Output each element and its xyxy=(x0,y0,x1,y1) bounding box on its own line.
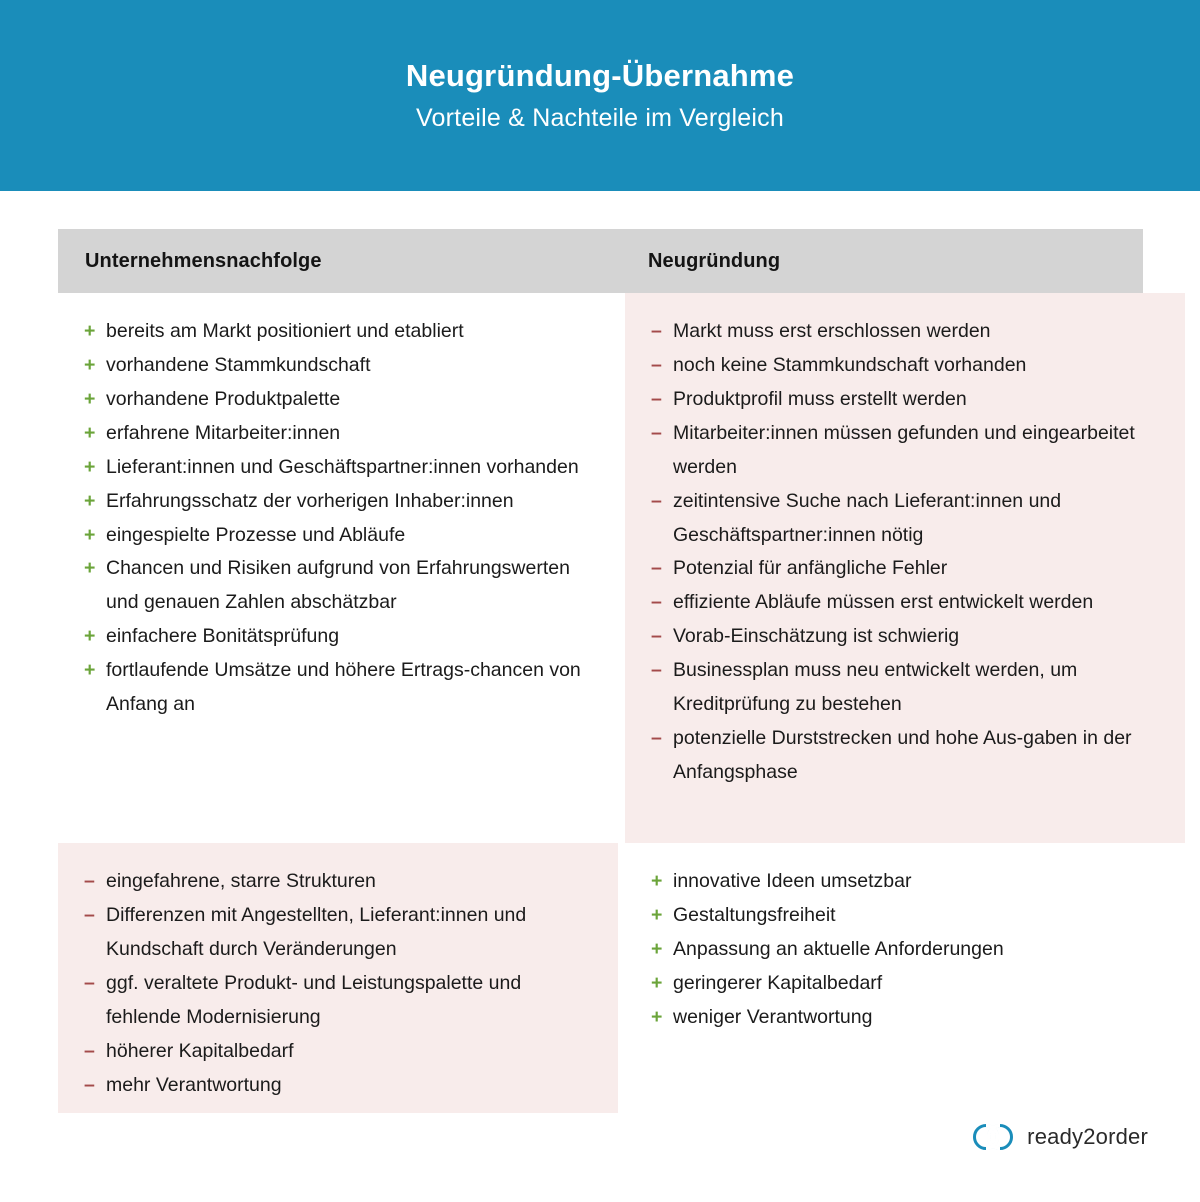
list-item-text: Erfahrungsschatz der vorherigen Inhaber:innen xyxy=(106,489,514,512)
list-item xyxy=(651,552,1159,586)
table-body xyxy=(58,293,1143,1113)
list-item xyxy=(651,967,1159,1001)
minus-icon: – xyxy=(651,591,662,614)
list-item xyxy=(84,519,592,553)
plus-icon: + xyxy=(84,625,96,648)
list-item xyxy=(651,349,1159,383)
list-item xyxy=(84,552,592,620)
list-item xyxy=(651,722,1159,790)
list-item xyxy=(84,485,592,519)
list-item xyxy=(84,899,592,967)
list-item-text: Potenzial für anfängliche Fehler xyxy=(673,557,948,580)
list-item xyxy=(651,485,1159,553)
list-item-text: Vorab-Einschätzung ist schwierig xyxy=(673,625,960,648)
list-item-text: Lieferant:innen und Geschäftspartner:innen vorhanden xyxy=(106,455,579,478)
column-unternehmensnachfolge xyxy=(58,293,618,1113)
minus-icon: – xyxy=(651,387,662,410)
minus-icon: – xyxy=(651,320,662,342)
minus-icon: – xyxy=(651,727,662,750)
minus-icon: – xyxy=(84,1039,95,1062)
list-item xyxy=(651,899,1159,933)
list-item-text: erfahrene Mitarbeiter:innen xyxy=(106,421,341,444)
list-neugruendung-vorteile xyxy=(651,865,1159,1035)
list-item-text: zeitintensive Suche nach Lieferant:innen und Geschäftspartner:innen nötig xyxy=(673,489,1062,546)
section-neugruendung-vorteile xyxy=(625,843,1185,1113)
list-item-text: Markt muss erst erschlossen werden xyxy=(673,320,991,342)
logo-text: ready2order xyxy=(1027,1124,1148,1149)
list-item xyxy=(84,451,592,485)
list-item-text: höherer Kapitalbedarf xyxy=(106,1039,294,1062)
list-item xyxy=(651,1001,1159,1035)
column-neugruendung xyxy=(625,293,1185,1113)
list-item xyxy=(651,654,1159,722)
list-item-text: Differenzen mit Angestellten, Lieferant:innen und Kundschaft durch Veränderungen xyxy=(106,903,527,960)
plus-icon: + xyxy=(84,523,96,546)
list-item xyxy=(84,620,592,654)
list-item-text: potenzielle Durststrecken und hohe Aus-gaben in der Anfangsphase xyxy=(673,727,1132,783)
list-item xyxy=(84,1069,592,1103)
list-item-text: mehr Verantwortung xyxy=(106,1073,282,1096)
list-item-text: weniger Verantwortung xyxy=(673,1005,873,1028)
list-item-text: Chancen und Risiken aufgrund von Erfahrungswerten und genauen Zahlen abschätzbar xyxy=(106,557,570,614)
list-item xyxy=(84,383,592,417)
section-nachfolge-nachteile xyxy=(58,843,618,1113)
minus-icon: – xyxy=(84,1073,95,1096)
section-neugruendung-nachteile xyxy=(625,293,1185,843)
list-item xyxy=(651,586,1159,620)
plus-icon: + xyxy=(84,320,96,342)
list-item-text: Anpassung an aktuelle Anforderungen xyxy=(673,937,1004,960)
list-item xyxy=(651,620,1159,654)
list-item xyxy=(651,417,1159,485)
plus-icon: + xyxy=(651,937,663,960)
plus-icon: + xyxy=(84,557,96,580)
hero-banner xyxy=(0,0,1200,191)
list-item-text: bereits am Markt positioniert und etabliert xyxy=(106,320,464,342)
minus-icon: – xyxy=(651,557,662,580)
list-item xyxy=(84,865,592,899)
list-item xyxy=(84,315,592,349)
minus-icon: – xyxy=(651,489,662,512)
table-header-row xyxy=(58,229,1143,293)
list-item-text: noch keine Stammkundschaft vorhanden xyxy=(673,353,1027,376)
list-item-text: vorhandene Stammkundschaft xyxy=(106,353,371,376)
list-item xyxy=(84,654,592,722)
column-header-unternehmensnachfolge: Unternehmensnachfolge xyxy=(85,249,322,272)
ready2order-logo[interactable] xyxy=(972,1122,1148,1152)
column-header-neugruendung: Neugründung xyxy=(648,249,781,272)
list-item-text: vorhandene Produktpalette xyxy=(106,387,341,410)
list-neugruendung-nachteile xyxy=(651,315,1159,790)
plus-icon: + xyxy=(651,1005,663,1028)
minus-icon: – xyxy=(84,971,95,994)
list-item-text: eingespielte Prozesse und Abläufe xyxy=(106,523,406,546)
minus-icon: – xyxy=(651,625,662,648)
list-nachfolge-nachteile xyxy=(84,865,592,1102)
section-nachfolge-vorteile xyxy=(58,293,618,843)
list-item xyxy=(651,383,1159,417)
list-item xyxy=(651,315,1159,349)
list-item-text: Gestaltungsfreiheit xyxy=(673,903,836,926)
minus-icon: – xyxy=(651,421,662,444)
list-item xyxy=(651,865,1159,899)
minus-icon: – xyxy=(651,353,662,376)
list-item xyxy=(651,933,1159,967)
plus-icon: + xyxy=(84,455,96,478)
plus-icon: + xyxy=(651,870,663,892)
minus-icon: – xyxy=(84,870,95,892)
list-item-text: geringerer Kapitalbedarf xyxy=(673,971,883,994)
plus-icon: + xyxy=(84,421,96,444)
list-item xyxy=(84,417,592,451)
comparison-table xyxy=(58,229,1143,1113)
list-item-text: ggf. veraltete Produkt- und Leistungspalette und fehlende Modernisierung xyxy=(106,971,522,1028)
plus-icon: + xyxy=(84,659,96,682)
list-nachfolge-vorteile xyxy=(84,315,592,722)
list-item-text: Produktprofil muss erstellt werden xyxy=(673,387,967,410)
plus-icon: + xyxy=(651,971,663,994)
list-item-text: innovative Ideen umsetzbar xyxy=(673,870,912,892)
list-item-text: eingefahrene, starre Strukturen xyxy=(106,870,376,892)
page-title: Neugründung-Übernahme xyxy=(405,57,795,93)
plus-icon: + xyxy=(84,387,96,410)
list-item xyxy=(84,1035,592,1069)
list-item-text: fortlaufende Umsätze und höhere Ertrags-chancen von Anfang an xyxy=(106,659,581,716)
minus-icon: – xyxy=(84,903,95,926)
list-item xyxy=(84,349,592,383)
page-subtitle: Vorteile & Nachteile im Vergleich xyxy=(416,104,784,133)
list-item-text: einfachere Bonitätsprüfung xyxy=(106,625,340,648)
list-item-text: effiziente Abläufe müssen erst entwickelt werden xyxy=(673,591,1094,614)
plus-icon: + xyxy=(651,903,663,926)
list-item xyxy=(84,967,592,1035)
list-item-text: Mitarbeiter:innen müssen gefunden und eingearbeitet werden xyxy=(673,421,1135,478)
plus-icon: + xyxy=(84,489,96,512)
minus-icon: – xyxy=(651,659,662,682)
plus-icon: + xyxy=(84,353,96,376)
ready2order-mark-icon xyxy=(972,1122,1014,1152)
list-item-text: Businessplan muss neu entwickelt werden, um Kreditprüfung zu bestehen xyxy=(673,659,1078,716)
